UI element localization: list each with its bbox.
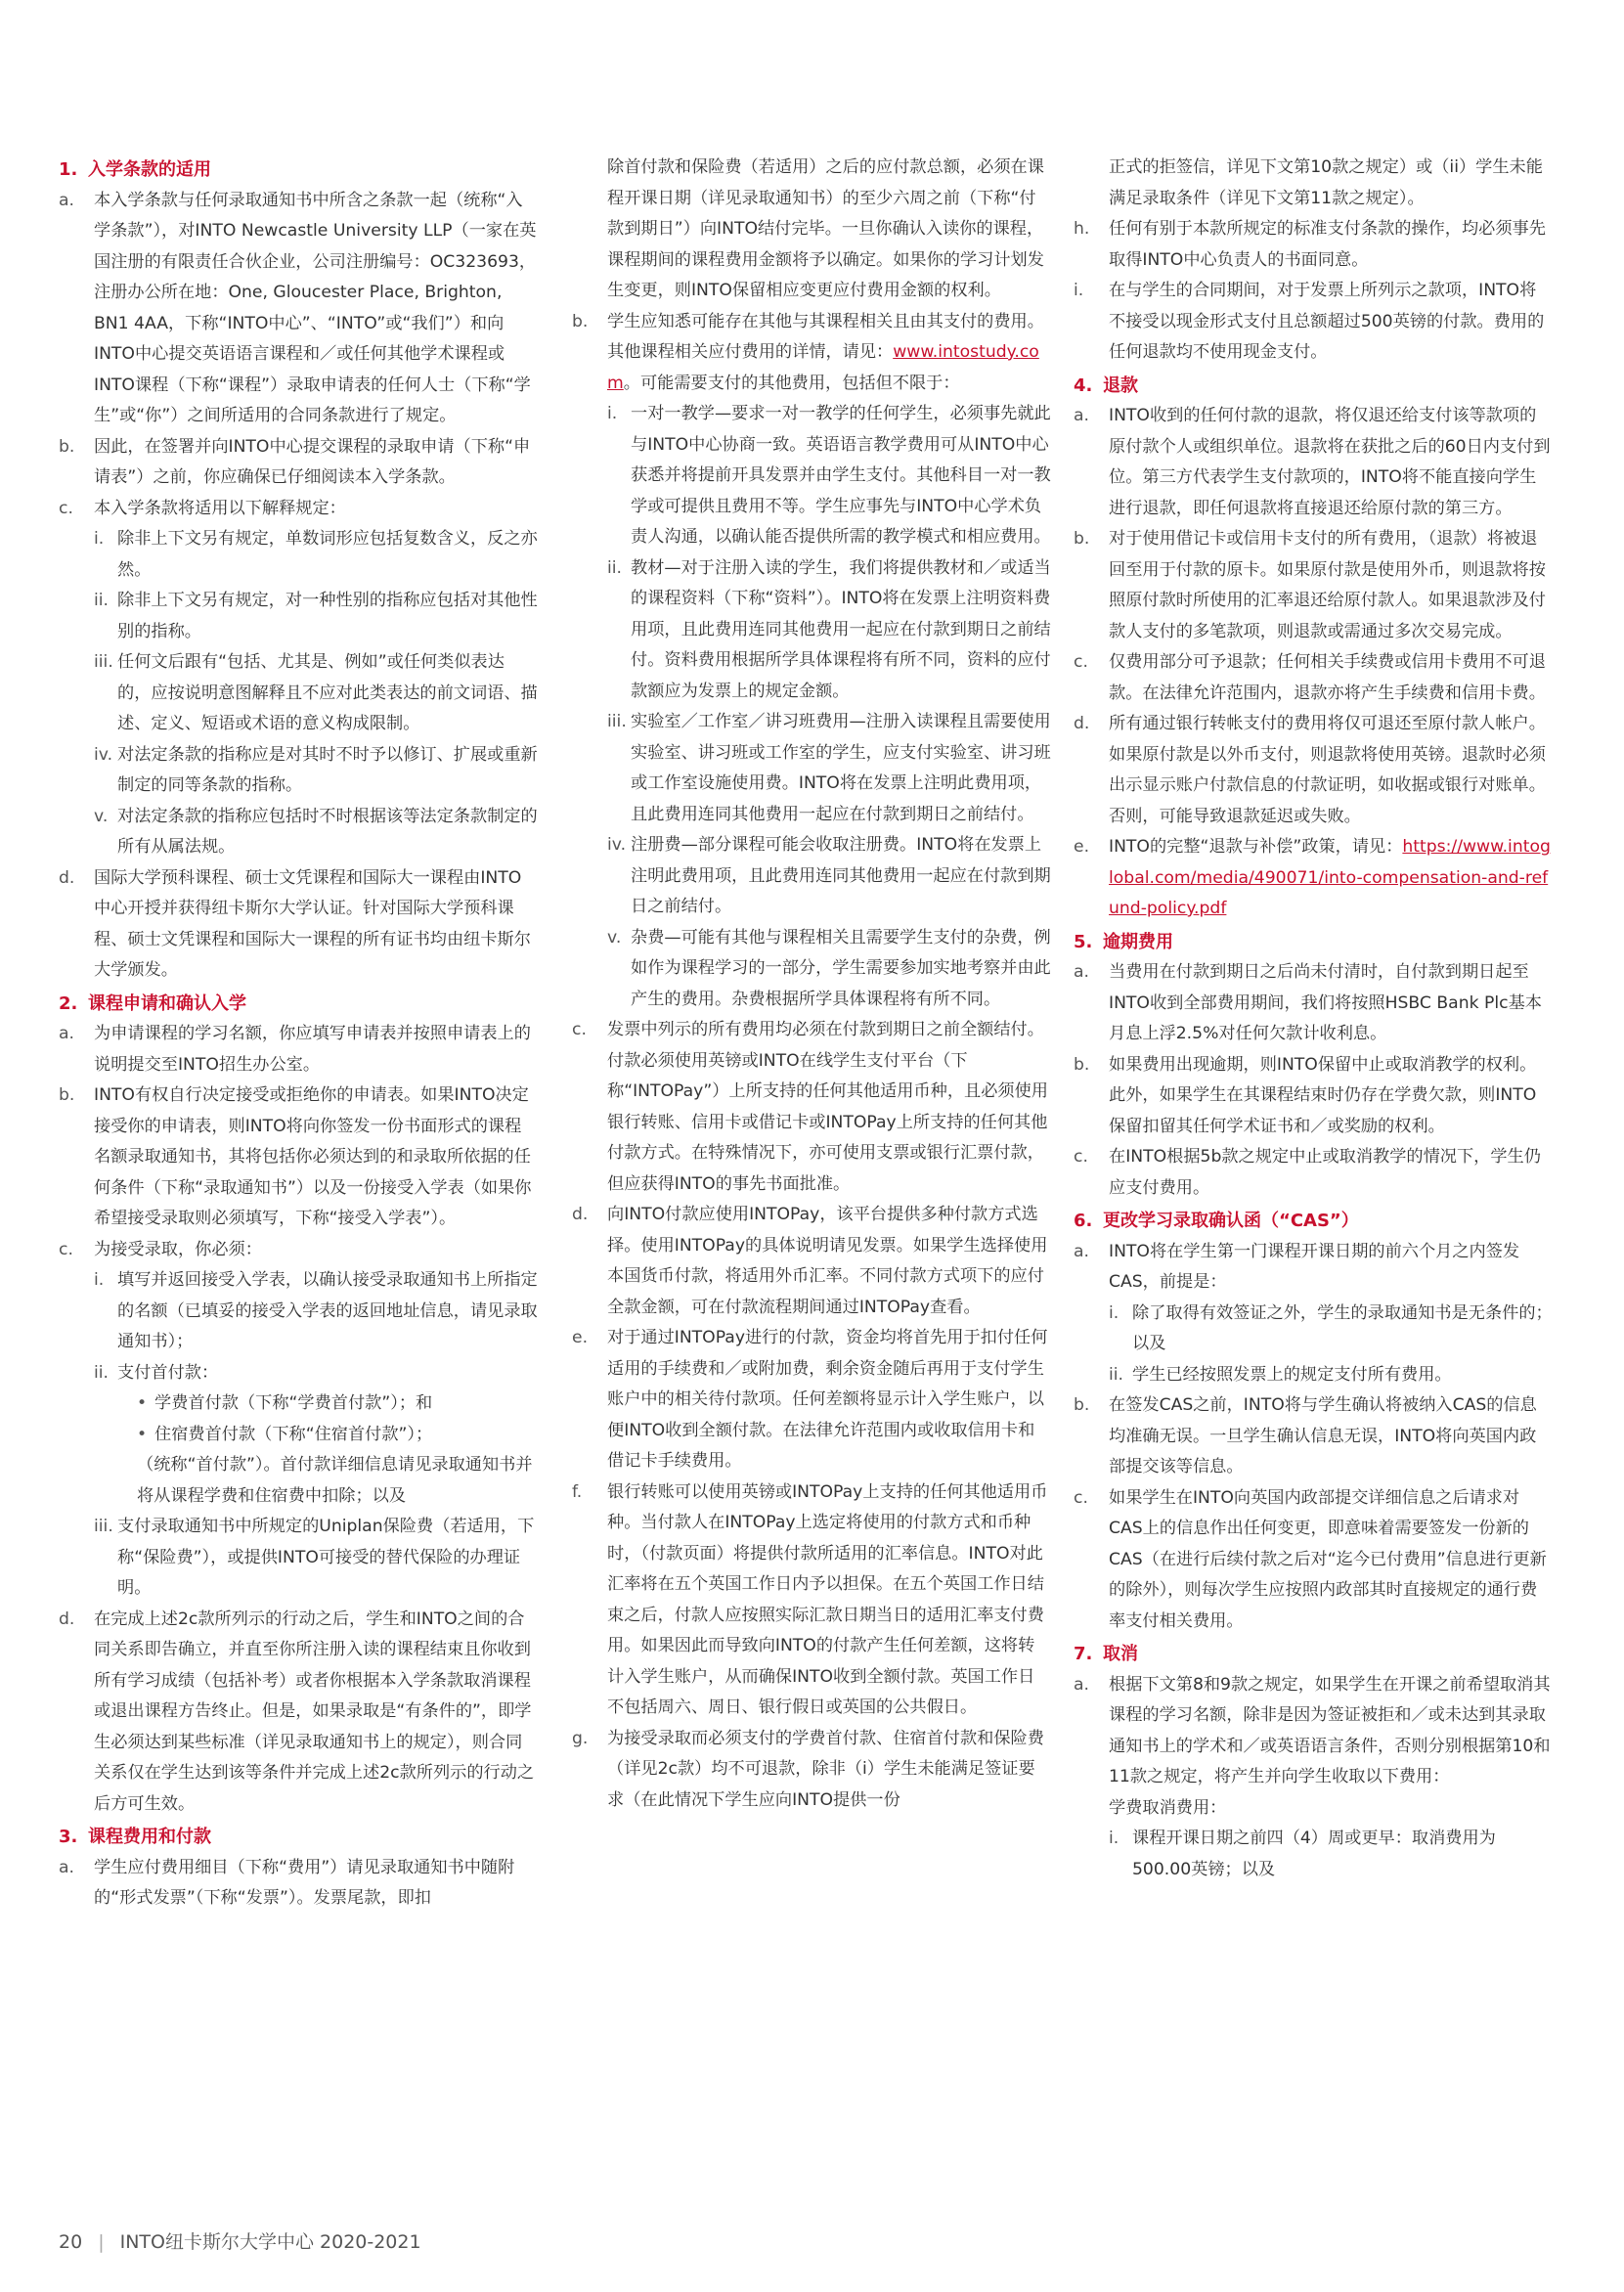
clause-text: 为接受录取，你必须： <box>94 1239 262 1259</box>
clause-marker: d. <box>572 1205 589 1224</box>
clause-marker: • <box>137 1424 148 1444</box>
web-link[interactable]: https://www.intoglobal.com/media/490071/into-compensation-and-refund-policy.pdf <box>1109 837 1551 918</box>
clause-text: 根据下文第8和9款之规定，如果学生在开课之前希望取消其课程的学习名额，除非是因为签证被拒和／或未达到其录取通知书上的学术和／或英语语言条件，否则分别根据第10和11款之规定，将产生并向学生收取以下费用： <box>1109 1674 1551 1786</box>
clause-marker: i. <box>1109 1829 1119 1848</box>
clause-marker: e. <box>572 1328 589 1347</box>
clause <box>1074 524 1553 647</box>
clause-text: 本入学条款与任何录取通知书中所含之条款一起（统称“入学条款”），对INTO Newcastle University LLP（一家在英国注册的有限责任合伙企业，公司注册编号：OC323693，注册办公所在地：One, Gloucester Place, Brighton, BN1 4AA，下称“INTO中心”、“INTO”或“我们”）和向INTO中心提交英语语言课程和／或任何其他学术课程或INTO课程（下称“课程”）录取申请表的任何人士（下称“学生”或“你”）之间所适用的合同条款进行了规定。 <box>94 190 537 425</box>
clause <box>1074 957 1553 1050</box>
clause-text: 如果费用出现逾期，则INTO保留中止或取消教学的权利。此外，如果学生在其课程结束时仍存在学费欠款，则INTO保留扣留其任何学术证书和／或奖励的权利。 <box>1109 1054 1537 1136</box>
clause-text: 本入学条款将适用以下解释规定： <box>94 498 346 518</box>
clause-marker: c. <box>59 498 73 518</box>
clause-marker: b. <box>1074 1054 1090 1075</box>
clause-marker: b. <box>1074 1395 1090 1415</box>
section-number: 4. <box>1074 375 1093 396</box>
clause-text: 实验室／工作室／讲习班费用—注册入读课程且需要使用实验室、讲习班或工作室的学生，应支付实验室、讲习班或工作室设施使用费。INTO将在发票上注明此费用项，且此费用连同其他费用一起应在付款到期日之前结付。 <box>631 712 1051 824</box>
clause-marker: b. <box>1074 529 1090 549</box>
clause-marker: • <box>137 1393 148 1413</box>
clause-continuation <box>59 1450 538 1512</box>
clause-text: 在与学生的合同期间，对于发票上所列示之款项，INTO将不接受以现金形式支付且总额超过500英镑的付款。费用的任何退款均不使用现金支付。 <box>1109 281 1545 362</box>
clause-text: 学生应付费用细目（下称“费用”）请见录取通知书中随附的“形式发票”（下称“发票”）。发票尾款，即扣 <box>94 1857 515 1908</box>
clause-marker: ii. <box>1109 1364 1124 1385</box>
clause-text: 当费用在付款到期日之后尚未付清时，自付款到期日起至INTO收到全部费用期间，我们将按照HSBC Bank Plc基本月息上浮2.5%对任何欠款计收利息。 <box>1109 962 1542 1043</box>
clause-marker: d. <box>59 1609 75 1629</box>
clause-text: 任何有别于本款所规定的标准支付条款的操作，均必须事先取得INTO中心负责人的书面同意。 <box>1109 219 1546 270</box>
clause <box>59 863 538 987</box>
column-2 <box>572 153 1051 1816</box>
section-number: 5. <box>1074 931 1093 952</box>
clause <box>1074 1390 1553 1483</box>
clause-text: 学费首付款（下称“学费首付款”）；和 <box>154 1393 433 1413</box>
sub-clause <box>1074 1299 1553 1360</box>
section-title: 取消 <box>1103 1644 1138 1664</box>
clause <box>572 1323 1051 1477</box>
clause-text: 支付录取通知书中所规定的Uniplan保险费（若适用，下称“保险费”），或提供INTO可接受的替代保险的办理证明。 <box>117 1517 535 1598</box>
clause-marker: b. <box>59 436 75 457</box>
web-link[interactable]: www.intostudy.com <box>607 342 1039 393</box>
clause-text: 填写并返回接受入学表，以确认接受录取通知书上所指定的名额（已填妥的接受入学表的返回地址信息，请见录取通知书）； <box>117 1270 538 1351</box>
clause-marker: iii. <box>607 712 627 731</box>
clause-marker: f. <box>572 1481 583 1502</box>
clause-continuation <box>1074 153 1553 214</box>
column-3 <box>1074 153 1553 1885</box>
clause-marker: iii. <box>94 652 113 672</box>
clause-text: 除了取得有效签证之外，学生的录取通知书是无条件的；以及 <box>1132 1302 1553 1353</box>
clause-marker: c. <box>1074 1147 1088 1167</box>
clause <box>572 1015 1051 1200</box>
sub-clause <box>572 399 1051 553</box>
clause <box>59 432 538 494</box>
clause-marker: ii. <box>94 591 110 610</box>
footer-title: INTO纽卡斯尔大学中心 2020-2021 <box>119 2231 421 2253</box>
section-number: 7. <box>1074 1644 1093 1664</box>
clause-text: 仅费用部分可予退款；任何相关手续费或信用卡费用不可退款。在法律允许范围内，退款亦将产生手续费和信用卡费。 <box>1109 652 1546 703</box>
sub-clause <box>572 707 1051 830</box>
clause-marker: i. <box>607 404 618 423</box>
clause-text: 对于通过INTOPay进行的付款，资金均将首先用于扣付任何适用的手续费和／或附加费，剩余资金随后再用于支付学生账户中的相关待付款项。任何差额将显示计入学生账户，以便INTO收到全额付款。在法律允许范围内或收取信用卡和借记卡手续费用。 <box>607 1328 1048 1471</box>
clause-marker: d. <box>1074 714 1090 733</box>
clause <box>1074 832 1553 925</box>
clause-text: 课程开课日期之前四（4）周或更早：取消费用为500.00英镑；以及 <box>1132 1829 1496 1879</box>
clause-marker: a. <box>1074 406 1089 425</box>
section-title: 课程费用和付款 <box>88 1827 211 1847</box>
clause-marker: iv. <box>607 835 627 855</box>
clause-marker: a. <box>59 1024 74 1043</box>
clause-text: 对于使用借记卡或信用卡支付的所有费用，（退款）将被退回至用于付款的原卡。如果原付款是使用外币，则退款将按照原付款时所使用的汇率退还给原付款人。如果退款涉及付款人支付的多笔款项，则退款或需通过多次交易完成。 <box>1109 529 1546 641</box>
clause <box>572 1477 1051 1724</box>
section-title: 入学条款的适用 <box>88 159 211 180</box>
clause <box>59 1853 538 1915</box>
clause-marker: i. <box>94 529 105 549</box>
clause-text: 一对一教学—要求一对一教学的任何学生，必须事先就此与INTO中心协商一致。英语语言教学费用可从INTO中心获悉并将提前开具发票并由学生支付。其他科目一对一教学或可提供且费用不等。学生应事先与INTO中心学术负责人沟通，以确认能否提供所需的教学模式和相应费用。 <box>631 404 1051 547</box>
clause-text: 除非上下文另有规定，单数词形应包括复数含义，反之亦然。 <box>117 529 538 580</box>
section-heading <box>1074 371 1553 402</box>
clause-text: INTO的完整“退款与补偿”政策，请见： <box>1109 837 1403 857</box>
section-title: 课程申请和确认入学 <box>88 992 246 1014</box>
sub-clause <box>59 802 538 863</box>
clause-marker: a. <box>1074 1241 1089 1261</box>
clause-text: 除非上下文另有规定，对一种性别的指称应包括对其他性别的指称。 <box>117 591 538 641</box>
sub-clause <box>59 740 538 802</box>
section-heading <box>59 154 538 186</box>
sub-clause <box>1074 1824 1553 1885</box>
clause-marker: c. <box>1074 652 1088 672</box>
sub-clause <box>59 586 538 647</box>
clause <box>59 186 538 432</box>
sub-clause <box>59 647 538 740</box>
section-number: 2. <box>59 992 78 1014</box>
clause-marker: a. <box>59 190 74 210</box>
column-1 <box>59 153 538 1915</box>
clause <box>572 1200 1051 1323</box>
clause-marker: a. <box>59 1857 74 1877</box>
clause <box>1074 276 1553 369</box>
clause-text: 对法定条款的指称应是对其时不时予以修订、扩展或重新制定的同等条款的指称。 <box>117 744 538 795</box>
clause-text: 学生已经按照发票上的规定支付所有费用。 <box>1132 1364 1452 1385</box>
clause <box>59 1019 538 1080</box>
sub-clause <box>572 830 1051 923</box>
clause-marker: e. <box>1074 837 1090 857</box>
clause-marker: d. <box>59 867 75 888</box>
clause-text: 学费取消费用： <box>1109 1797 1227 1818</box>
clause-text: 支付首付款： <box>117 1362 219 1383</box>
section-heading <box>59 989 538 1020</box>
bullet-item <box>59 1420 538 1451</box>
sub-clause <box>59 1358 538 1389</box>
sub-clause <box>59 1265 538 1358</box>
clause-text: INTO有权自行决定接受或拒绝你的申请表。如果INTO决定接受你的申请表，则INTO将向你签发一份书面形式的课程名额录取通知书，其将包括你必须达到的和录取所依据的任何条件（下称“录取通知书”）以及一份接受入学表（如果你希望接受录取则必须填写，下称“接受入学表”）。 <box>94 1085 532 1228</box>
sub-clause <box>59 524 538 586</box>
clause-continuation <box>572 153 1051 307</box>
clause-marker: i. <box>1109 1302 1119 1323</box>
clause <box>572 307 1051 400</box>
sub-clause <box>572 553 1051 708</box>
clause-text: 注册费—部分课程可能会收取注册费。INTO将在发票上注明此费用项，且此费用连同其他费用一起应在付款到期日之前结付。 <box>631 835 1051 916</box>
clause <box>59 1605 538 1821</box>
clause-text: INTO收到的任何付款的退款，将仅退还给支付该等款项的原付款个人或组织单位。退款将在获批之后的60日内支付到位。第三方代表学生支付款项的，INTO将不能直接向学生进行退款，即任何退款将直接退还给原付款的第三方。 <box>1109 406 1551 518</box>
clause <box>59 1080 538 1235</box>
section-heading <box>59 1822 538 1853</box>
clause-text: INTO将在学生第一门课程开课日期的前六个月之内签发CAS，前提是： <box>1109 1241 1520 1292</box>
section-number: 1. <box>59 159 78 180</box>
clause <box>1074 1237 1553 1299</box>
clause-text: 杂费—可能有其他与课程相关且需要学生支付的杂费，例如作为课程学习的一部分，学生需要参加实地考察并由此产生的费用。杂费根据所学具体课程将有所不同。 <box>631 927 1051 1009</box>
clause-text: 教材—对于注册入读的学生，我们将提供教材和／或适当的课程资料（下称“资料”）。INTO将在发票上注明资料费用项，且此费用连同其他费用一起应在付款到期日之前结付。资料费用根据所学具体课程将有所不同，资料的应付款额应为发票上的规定金额。 <box>631 557 1051 701</box>
section-number: 3. <box>59 1827 78 1847</box>
clause-marker: c. <box>59 1239 73 1259</box>
clause-text: 在签发CAS之前，INTO将与学生确认将被纳入CAS的信息均准确无误。一旦学生确认信息无误，INTO将向英国内政部提交该等信息。 <box>1109 1395 1537 1477</box>
clause-text: 所有通过银行转帐支付的费用将仅可退还至原付款人帐户。如果原付款是以外币支付，则退款将使用英镑。退款时必须出示显示账户付款信息的付款证明，如收据或银行对账单。否则，可能导致退款延迟或失败。 <box>1109 714 1546 826</box>
clause <box>572 1724 1051 1817</box>
clause <box>1074 1670 1553 1793</box>
section-title: 逾期费用 <box>1103 931 1173 952</box>
clause-text: 因此，在签署并向INTO中心提交课程的录取申请（下称“申请表”）之前，你应确保已仔细阅读本入学条款。 <box>94 436 531 487</box>
clause-marker: v. <box>607 927 622 948</box>
clause-text: 住宿费首付款（下称“住宿首付款”）； <box>154 1424 433 1444</box>
clause-text: 银行转账可以使用英镑或INTOPay上支持的任何其他适用币种。当付款人在INTOPay上选定将使用的付款方式和币种时，（付款页面）将提供付款所适用的汇率信息。INTO对此汇率将在五个英国工作日内予以担保。在五个英国工作日结束之后，付款人应按照实际汇款日期当日的适用汇率支付费用。如果因此而导致向INTO的付款产生任何差额，这将转计入学生账户，从而确保INTO收到全额付款。英国工作日不包括周六、周日、银行假日或英国的公共假日。 <box>607 1481 1048 1717</box>
clause-text: 在完成上述2c款所列示的行动之后，学生和INTO之间的合同关系即告确立，并直至你所注册入读的课程结束且你收到所有学习成绩（包括补考）或者你根据本入学条款取消课程或退出课程方告终止。但是，如果录取是“有条件的”，即学生必须达到某些标准（详见录取通知书上的规定），则合同关系仅在学生达到该等条件并完成上述2c款所列示的行动之后方可生效。 <box>94 1609 535 1814</box>
clause-text: 为申请课程的学习名额，你应填写申请表并按照申请表上的说明提交至INTO招生办公室。 <box>94 1024 531 1075</box>
clause-marker: b. <box>572 311 589 331</box>
clause-marker: iii. <box>94 1517 113 1536</box>
clause-marker: ii. <box>607 557 623 578</box>
clause-marker: a. <box>1074 962 1089 982</box>
bullet-item <box>59 1388 538 1420</box>
clause-marker: a. <box>1074 1674 1089 1695</box>
sub-clause <box>572 923 1051 1016</box>
clause-text: 国际大学预科课程、硕士文凭课程和国际大一课程由INTO中心开授并获得纽卡斯尔大学认证。针对国际大学预科课程、硕士文凭课程和国际大一课程的所有证书均由纽卡斯尔大学颁发。 <box>94 867 531 980</box>
clause <box>1074 401 1553 524</box>
clause-marker: v. <box>94 806 109 826</box>
section-title: 更改学习录取确认函（“CAS”） <box>1103 1211 1359 1231</box>
clause-text: 在INTO根据5b款之规定中止或取消教学的情况下，学生仍应支付费用。 <box>1109 1147 1541 1198</box>
section-heading <box>1074 1639 1553 1670</box>
clause-text: 任何文后跟有“包括、尤其是、例如”或任何类似表达的，应按说明意图解释且不应对此类表达的前文词语、描述、定义、短语或术语的意义构成限制。 <box>117 652 538 733</box>
sub-clause <box>1074 1360 1553 1391</box>
clause <box>1074 214 1553 276</box>
clause-text: 对法定条款的指称应包括时不时根据该等法定条款制定的所有从属法规。 <box>117 806 538 857</box>
clause <box>59 1235 538 1266</box>
clause-marker: c. <box>572 1020 587 1039</box>
page-footer <box>59 2227 421 2254</box>
clause-text: 除首付款和保险费（若适用）之后的应付款总额，必须在课程开课日期（详见录取通知书）的至少六周之前（下称“付款到期日”）向INTO结付完毕。一旦你确认入读你的课程，课程期间的课程费用金额将予以确定。如果你的学习计划发生变更，则INTO保留相应变更应付费用金额的权利。 <box>607 157 1044 300</box>
footer-separator: | <box>98 2231 105 2253</box>
sub-clause <box>59 1512 538 1605</box>
clause-marker: iv. <box>94 744 113 765</box>
clause <box>1074 709 1553 832</box>
clause-marker: h. <box>1074 219 1090 239</box>
clause-marker: g. <box>572 1728 589 1748</box>
clause-text: 为接受录取而必须支付的学费首付款、住宿首付款和保险费（详见2c款）均不可退款，除非（i）学生未能满足签证要求（在此情况下学生应向INTO提供一份 <box>607 1728 1044 1810</box>
clause <box>59 494 538 525</box>
clause-text-after-link: 。可能需要支付的其他费用，包括但不限于： <box>623 373 960 393</box>
clause-text: 向INTO付款应使用INTOPay，该平台提供多种付款方式选择。使用INTOPay的具体说明请见发票。如果学生选择使用本国货币付款，将适用外币汇率。不同付款方式项下的应付全款金额，可在付款流程期间通过INTOPay查看。 <box>607 1205 1048 1317</box>
page-number: 20 <box>59 2231 83 2253</box>
clause <box>1074 647 1553 709</box>
section-heading <box>1074 1206 1553 1237</box>
clause <box>1074 1050 1553 1143</box>
clause-marker: i. <box>1074 281 1084 300</box>
section-heading <box>1074 927 1553 958</box>
clause-marker: i. <box>94 1270 105 1290</box>
clause <box>1074 1483 1553 1638</box>
clause-marker: b. <box>59 1085 75 1105</box>
section-number: 6. <box>1074 1211 1093 1231</box>
clause-text: 正式的拒签信，详见下文第10款之规定）或（ii）学生未能满足录取条件（详见下文第11款之规定）。 <box>1109 157 1543 208</box>
clause-text: 学生应知悉可能存在其他与其课程相关且由其支付的费用。其他课程相关应付费用的详情，请见： <box>607 311 1044 362</box>
clause-marker: ii. <box>94 1362 110 1383</box>
clause-text: 如果学生在INTO向英国内政部提交详细信息之后请求对CAS上的信息作出任何变更，即意味着需要签发一份新的CAS（在进行后续付款之后对“迄今已付费用”信息进行更新的除外），则每次学生应按照内政部其时直接规定的通行费率支付相关费用。 <box>1109 1487 1547 1631</box>
clause-text: 发票中列示的所有费用均必须在付款到期日之前全额结付。付款必须使用英镑或INTO在线学生支付平台（下称“INTOPay”）上所支持的任何其他适用币种，且必须使用银行转账、信用卡或借记卡或INTOPay上所支持的任何其他付款方式。在特殊情况下，亦可使用支票或银行汇票付款，但应获得INTO的事先书面批准。 <box>607 1020 1048 1194</box>
clause-marker: c. <box>1074 1487 1088 1508</box>
clause-continuation <box>1074 1793 1553 1825</box>
section-title: 退款 <box>1103 375 1138 396</box>
clause <box>1074 1142 1553 1204</box>
clause-text: （统称“首付款”）。首付款详细信息请见录取通知书并将从课程学费和住宿费中扣除；以及 <box>137 1455 533 1506</box>
